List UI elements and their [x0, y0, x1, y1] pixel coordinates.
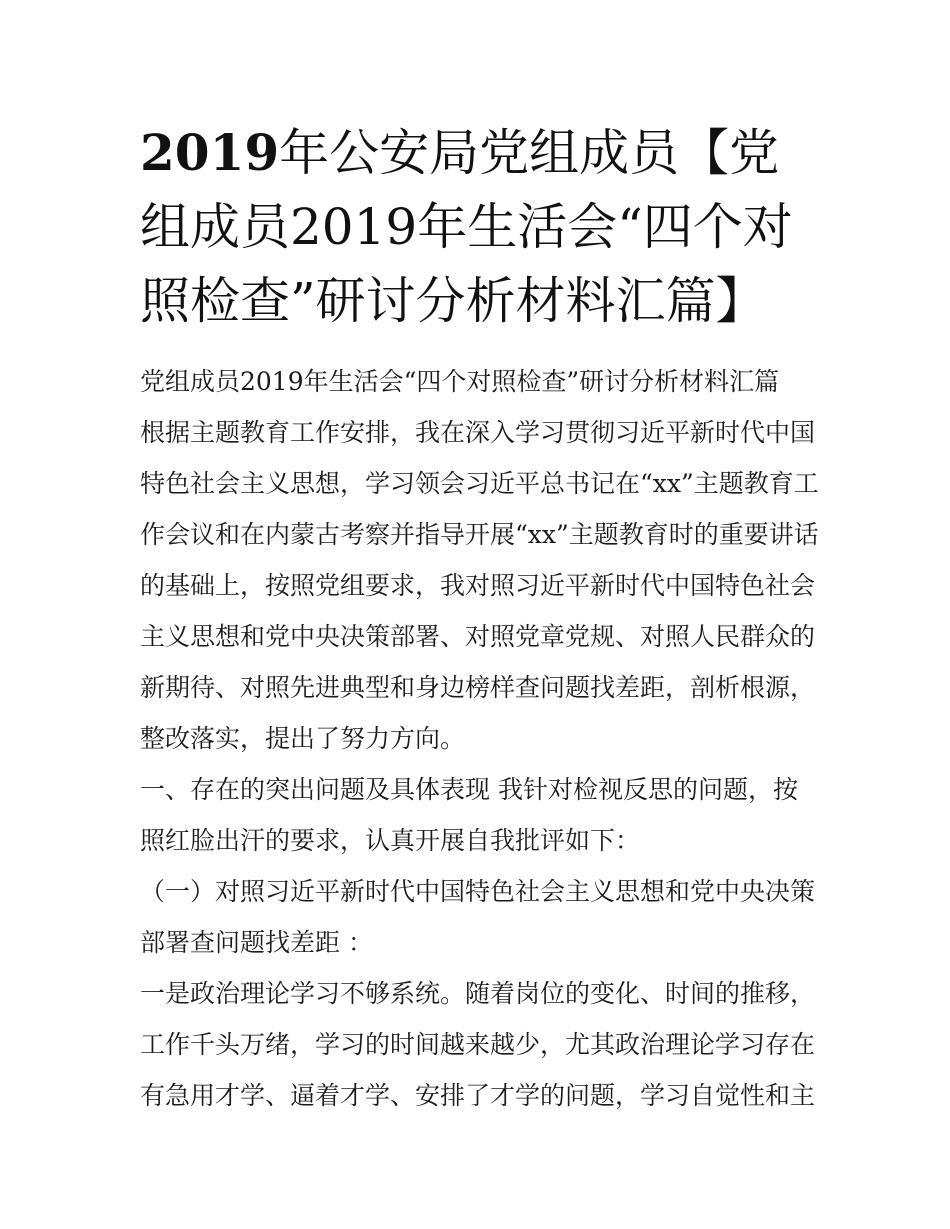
body-paragraph: 一是政治理论学习不够系统。随着岗位的变化、时间的推移，工作千头万绪，学习的时间越来越少，尤其政治理论学习存在有急用才学、逼着才学、安排了才学的问题，学习自觉性和主 — [140, 979, 816, 1110]
intro-paragraph: 根据主题教育工作安排，我在深入学习贯彻习近平新时代中国特色社会主义思想，学习领会习近平总书记在“xx”主题教育工作会议和在内蒙古考察并指导开展“xx”主题教育时的重要讲话的基础上，按照党组要求，我对照习近平新时代中国特色社会主义思想和党中央决策部署、对照党章党规、对照人民群众的新期待、对照先进典型和身边榜样查问题找差距，剖析根源，整改落实，提出了努力方向。 — [140, 418, 819, 753]
subsection-heading-paragraph: （一）对照习近平新时代中国特色社会主义思想和党中央决策部署查问题找差距 ： — [140, 877, 816, 957]
document-body — [140, 356, 820, 1121]
title-text: 年公安局党组成员【党组成员2019年生活会“四个对照检查”研讨分析材料汇篇】 — [140, 124, 793, 330]
section-heading-paragraph: 一、存在的突出问题及具体表现 我针对检视反思的问题，按照红脸出汗的要求，认真开展自我批评如下： — [140, 775, 798, 855]
subtitle-paragraph: 党组成员2019年生活会“四个对照检查”研讨分析材料汇篇 — [140, 367, 780, 396]
title-year: 2019 — [140, 123, 280, 182]
document-title — [140, 116, 820, 338]
